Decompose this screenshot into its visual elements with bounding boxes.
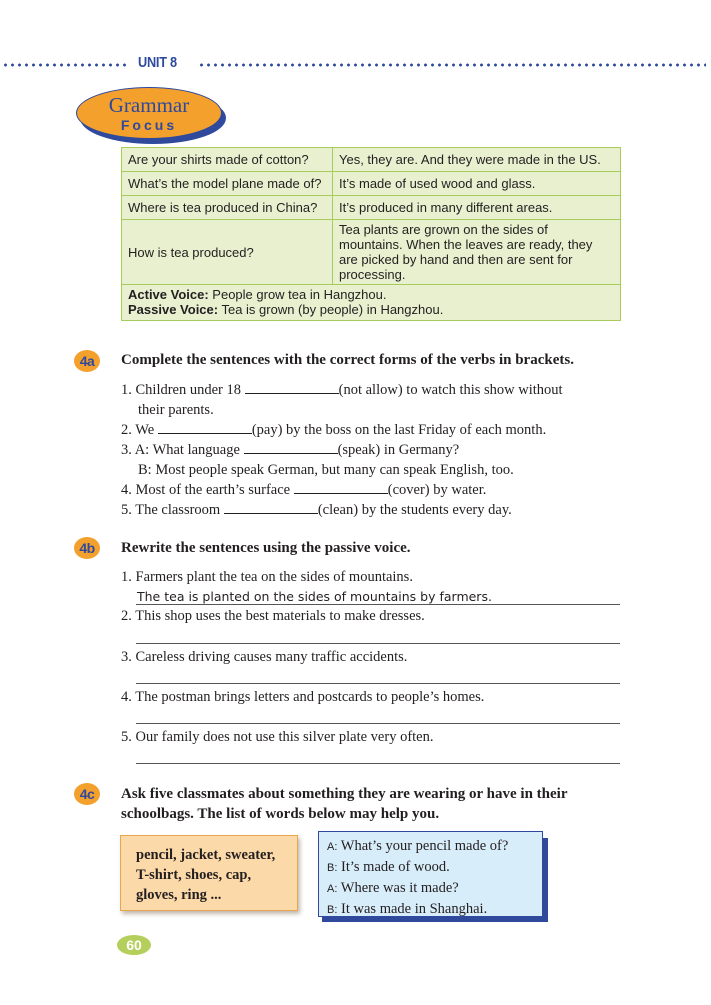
voice-row (122, 285, 621, 321)
sample-dialog-box (318, 831, 543, 917)
word-list-line: gloves, ring ... (136, 887, 222, 903)
grammar-focus-badge (76, 87, 226, 145)
page-number: 60 (117, 935, 151, 955)
item-text: 3. A: What language (121, 442, 244, 458)
dialog-line (327, 878, 542, 899)
grammar-table (121, 147, 621, 321)
item-text: 4. Most of the earth’s surface (121, 482, 294, 498)
exercise-4a-item-2 (121, 420, 546, 440)
answer-line-3[interactable] (136, 683, 620, 684)
dialog-line (327, 836, 542, 857)
answer-line-4[interactable] (136, 723, 620, 724)
answer-line-2[interactable] (136, 643, 620, 644)
question-cell: How is tea produced? (122, 220, 333, 285)
dialog-text: What’s your pencil made of? (337, 838, 509, 854)
table-row (122, 148, 621, 172)
voice-cell (122, 285, 621, 321)
item-text: 2. We (121, 422, 158, 438)
question-cell: Where is tea produced in China? (122, 196, 333, 220)
speaker-label: B: (327, 862, 338, 874)
exercise-4b-item-2: 2. This shop uses the best materials to make dresses. (121, 608, 425, 624)
speaker-label: A: (327, 841, 338, 853)
section-badge-4a: 4a (74, 350, 100, 372)
active-voice-text: People grow tea in Hangzhou. (208, 287, 387, 302)
answer-blank[interactable] (244, 441, 338, 454)
section-4c-instruction-line-2: schoolbags. The list of words below may help you. (121, 806, 440, 822)
item-text: (not allow) to watch this show without (338, 382, 563, 398)
section-4c-instruction-line-1: Ask five classmates about something they are wearing or have in their (121, 786, 568, 802)
exercise-4b-item-3: 3. Careless driving causes many traffic accidents. (121, 649, 408, 665)
passive-voice-line (128, 302, 614, 317)
dialog-line (327, 857, 542, 878)
table-row (122, 196, 621, 220)
word-list-line: pencil, jacket, sweater, (136, 847, 276, 863)
question-cell: What’s the model plane made of? (122, 172, 333, 196)
handwritten-answer-1: The tea is planted on the sides of mountains by farmers. (137, 589, 492, 604)
answer-cell: It’s produced in many different areas. (333, 196, 621, 220)
item-text: 5. The classroom (121, 502, 224, 518)
active-voice-line (128, 287, 614, 302)
answer-line-1[interactable] (136, 604, 620, 605)
speaker-label: B: (327, 904, 338, 916)
passive-voice-text: Tea is grown (by people) in Hangzhou. (218, 302, 444, 317)
badge-subtitle: Focus (120, 117, 178, 133)
answer-blank[interactable] (294, 481, 388, 494)
exercise-4a-item-3-continuation: B: Most people speak German, but many can speak English, too. (138, 462, 514, 478)
section-badge-4b: 4b (74, 537, 100, 559)
item-text: 1. Children under 18 (121, 382, 245, 398)
answer-cell: It’s made of used wood and glass. (333, 172, 621, 196)
section-4b-instruction: Rewrite the sentences using the passive voice. (121, 540, 411, 556)
exercise-4a-item-5 (121, 500, 512, 520)
word-list-box (120, 835, 298, 911)
answer-blank[interactable] (224, 501, 318, 514)
exercise-4a-item-1 (121, 380, 563, 400)
dotted-divider-right (198, 63, 706, 67)
passive-voice-label: Passive Voice: (128, 302, 219, 317)
exercise-4a-item-3 (121, 440, 459, 460)
dialog-text: Where was it made? (337, 880, 459, 896)
word-list-line: T-shirt, shoes, cap, (136, 867, 252, 883)
badge-title: Grammar (108, 93, 190, 117)
section-badge-4c: 4c (74, 783, 100, 805)
item-text: (speak) in Germany? (337, 442, 460, 458)
exercise-4a-item-1-continuation: their parents. (138, 402, 214, 418)
exercise-4b-item-5: 5. Our family does not use this silver plate very often. (121, 729, 434, 745)
exercise-4a-item-4 (121, 480, 486, 500)
answer-cell: Yes, they are. And they were made in the US. (333, 148, 621, 172)
speaker-label: A: (327, 883, 338, 895)
unit-header (0, 54, 711, 74)
unit-label: UNIT 8 (138, 54, 177, 71)
item-text: (pay) by the boss on the last Friday of each month. (251, 422, 547, 438)
dialog-line (327, 899, 542, 920)
active-voice-label: Active Voice: (128, 287, 209, 302)
dialog-text: It’s made of wood. (337, 859, 450, 875)
answer-cell: Tea plants are grown on the sides of mountains. When the leaves are ready, they are picked by hand and then are sent for processing. (333, 220, 621, 285)
answer-line-5[interactable] (136, 763, 620, 764)
section-4a-instruction: Complete the sentences with the correct forms of the verbs in brackets. (121, 352, 574, 368)
exercise-4b-item-1: 1. Farmers plant the tea on the sides of mountains. (121, 569, 413, 585)
answer-blank[interactable] (245, 381, 339, 394)
answer-blank[interactable] (158, 421, 252, 434)
dialog-text: It was made in Shanghai. (337, 901, 488, 917)
table-row (122, 220, 621, 285)
exercise-4b-item-4: 4. The postman brings letters and postcards to people’s homes. (121, 689, 485, 705)
question-cell: Are your shirts made of cotton? (122, 148, 333, 172)
item-text: (cover) by water. (387, 482, 487, 498)
item-text: (clean) by the students every day. (317, 502, 512, 518)
table-row (122, 172, 621, 196)
dotted-divider-left (2, 63, 128, 67)
